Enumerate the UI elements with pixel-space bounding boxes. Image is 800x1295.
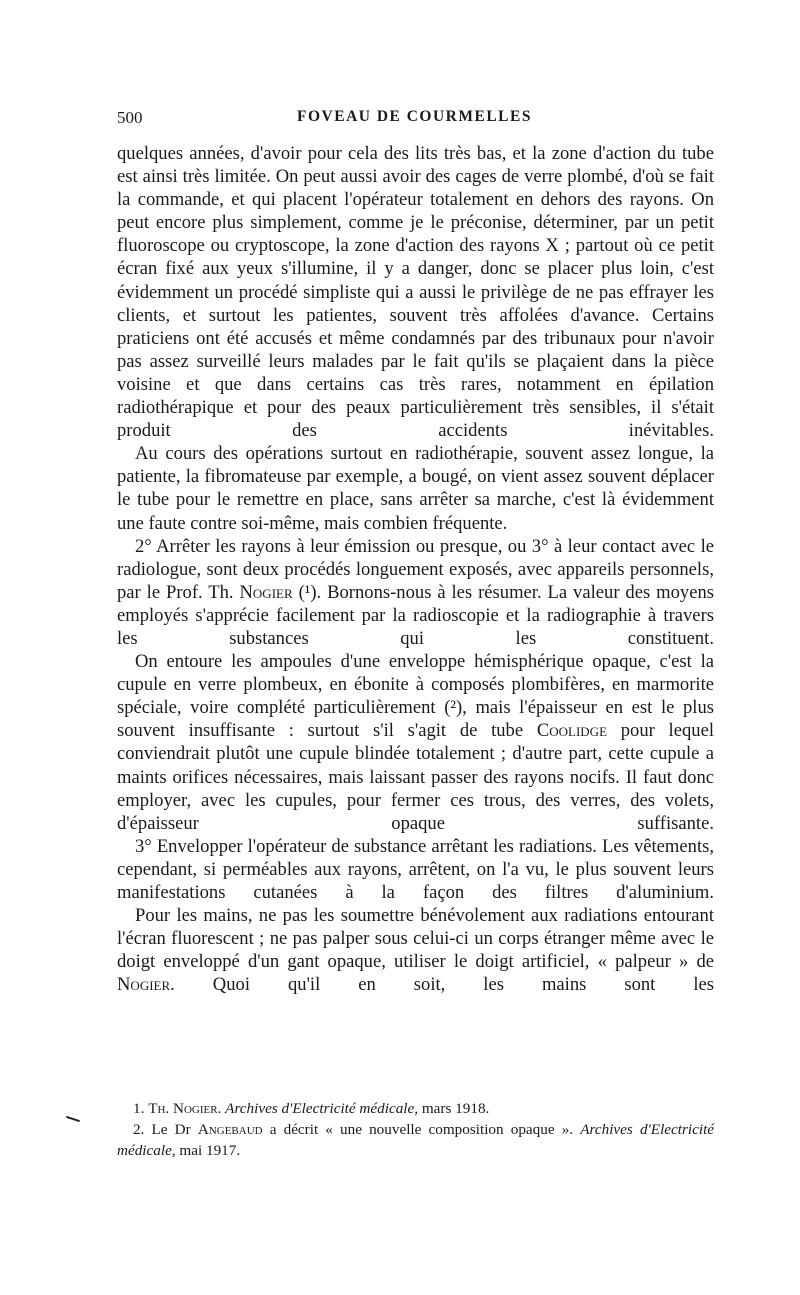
paragraph-4-text-b: pour lequel conviendrait plutôt une cupule blindée totalement ; d'autre part, cette cupule a maints orifices nécessaires, mais laissant passer des rayons nocifs. Il faut donc employer, avec les cupules, pour fermer ces trous, des verres, des volets, d'épaisseur opaque suffisante. (117, 720, 714, 834)
footnote-1-date: mars 1918. (421, 1100, 490, 1117)
footnote-1-title: Archives d'Electricité médicale, (225, 1100, 419, 1117)
footnote-2-author: Angebaud (197, 1121, 263, 1138)
footnotes (117, 1098, 714, 1161)
footnote-2-date: mai 1917. (179, 1142, 241, 1159)
footnote-2 (117, 1119, 714, 1161)
page-number: 500 (117, 108, 143, 127)
paragraph-2: Au cours des opérations surtout en radiothérapie, souvent assez longue, la patiente, la fibromateuse par exemple, a bougé, on vient assez souvent déplacer le tube pour le remettre en place, sans arrêter sa marche, c'est là évidemment une faute contre soi-même, mais combien fréquente. (117, 443, 714, 534)
paragraph-6-text-a: Pour les mains, ne pas les soumettre bénévolement aux radiations entourant l'écran fluorescent ; ne pas palper sous celui-ci un corps étranger même avec le doigt enveloppé d'un gant opaque, utiliser le doigt artificiel, « palpeur » de (117, 905, 714, 973)
footnote-2-text: a décrit « une nouvelle composition opaque ». (269, 1121, 574, 1138)
footnote-1-author: Th. Nogier. (148, 1100, 222, 1117)
body-text (117, 142, 714, 996)
paragraph-4-text-a: On entoure les ampoules d'une enveloppe hémisphérique opaque, c'est la cupule en verre plombeux, en ébonite à composés plombifères, en marmorite spéciale, voire complété particulièrement (²), mais l'épaisseur en est le plus souvent insuffisante : surtout s'il s'agit de tube (117, 651, 714, 742)
paragraph-3-text-a: 2° Arrêter les rayons à leur émission ou presque, ou 3° à leur contact avec le radiologue, sont deux procédés longuement exposés, avec appareils personnels, par le Prof. Th. (117, 535, 714, 603)
paragraph-3-text-b: (¹). Bornons-nous à les résumer. La valeur des moyens employés s'apprécie facilement par la radioscopie et la radiographie à travers les substances qui les constituent. (117, 581, 714, 649)
paragraph-6-text-b: . Quoi qu'il en soit, les mains sont les (170, 974, 714, 996)
paragraph-5: 3° Envelopper l'opérateur de substance arrêtant les radiations. Les vêtements, cependant, si perméables aux rayons, arrêtent, on l'a vu, le plus souvent leurs manifestations cutanées à la façon des filtres d'aluminium. (117, 835, 714, 903)
page-header (117, 108, 712, 132)
author-name-nogier: Nogier (239, 581, 293, 603)
coolidge-name: Coolidge (536, 720, 608, 742)
paragraph-6 (117, 904, 714, 996)
author-name-nogier-2: Nogier (117, 974, 171, 996)
footnote-2-title: Archives d'Electricité médicale, (117, 1121, 715, 1159)
footnote-1 (117, 1098, 714, 1119)
running-title: FOVEAU DE COURMELLES (297, 108, 532, 125)
margin-mark (66, 1116, 80, 1122)
footnote-2-number: 2. (133, 1121, 145, 1138)
paragraph-3 (117, 535, 714, 650)
footnote-2-prefix: Le Dr (151, 1121, 191, 1138)
paragraph-4 (117, 650, 714, 835)
footnote-1-number: 1. (133, 1100, 145, 1117)
paragraph-1: quelques années, d'avoir pour cela des lits très bas, et la zone d'action du tube est ainsi très limitée. On peut aussi avoir des cages de verre plombé, d'où se fait la commande, et qui placent l'opérateur totalement en dehors des rayons. On peut encore plus simplement, comme je le préconise, déterminer, par un petit fluoroscope ou cryptoscope, la zone d'action des rayons X ; partout où ce petit écran fixé aux yeux s'illumine, il y a danger, donc se placer plus loin, c'est évidemment un procédé simpliste qui a aussi le privilège de ne pas effrayer les clients, et surtout les patientes, souvent très affolées d'avance. Certains praticiens ont été accusés et même condamnés par des tribunaux pour n'avoir pas assez surveillé leurs malades par le fait qu'ils se plaçaient dans la pièce voisine et que dans certains cas très rares, notamment en épilation radiothérapique et pour des peaux particulièrement très sensibles, il s'était produit des accidents inévitables. (117, 143, 714, 442)
